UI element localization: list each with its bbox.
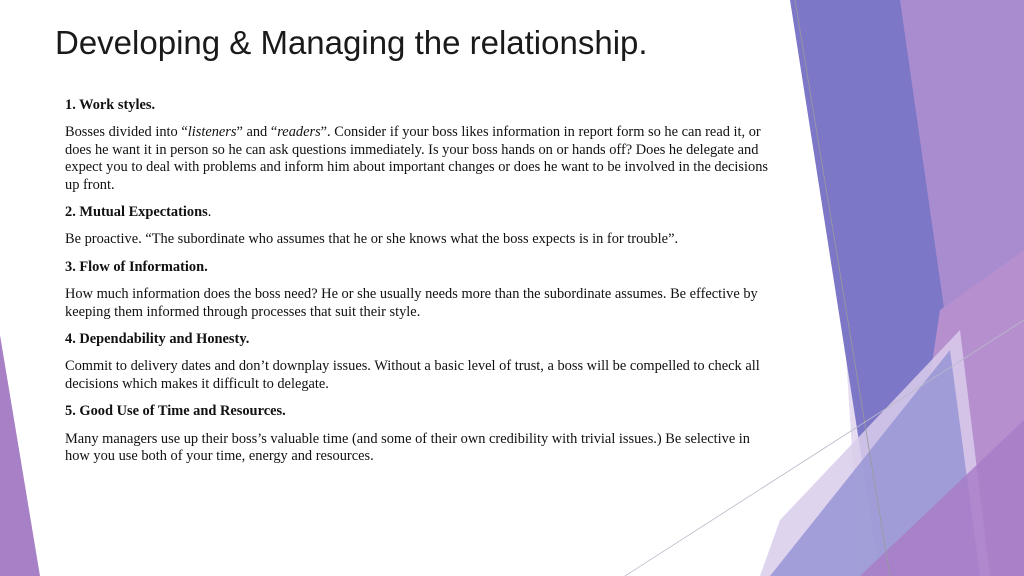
section-heading: 5. Good Use of Time and Resources.: [65, 403, 286, 420]
section-heading: 4. Dependability and Honesty.: [65, 331, 250, 348]
section-body: How much information does the boss need? He or she usually needs more than the subordinate assumes. Be effective by keeping them informed through processes that suit their style.: [65, 286, 758, 320]
deco-left-purple-shape: [0, 335, 40, 576]
section-heading: 3. Flow of Information.: [65, 258, 208, 275]
section-body: Be proactive. “The subordinate who assumes that he or she knows what the boss expects is in for trouble”.: [65, 231, 679, 248]
section-heading: 1. Work styles.: [65, 97, 156, 113]
section-heading: 2. Mutual Expectations.: [65, 204, 212, 221]
slide-title: Developing & Managing the relationship.: [55, 24, 648, 61]
slide-body: [65, 97, 777, 476]
section-body: Commit to delivery dates and don’t downplay issues. Without a basic level of trust, a boss will be compelled to check all decisions which makes it difficult to delegate.: [65, 358, 760, 392]
section-body: Many managers use up their boss’s valuable time (and some of their own credibility with trivial issues.) Be selective in how you use both of your time, energy and resources.: [65, 430, 750, 465]
section-body: Bosses divided into “listeners” and “readers”. Consider if your boss likes information in report form so he can read it, or does he want it in person so he can ask questions immediately. Is your boss hands on or hands off? Does he delegate and expect you to deal with problems and inform him about important changes or does he want to be involved in the decisions up front.: [65, 124, 768, 193]
